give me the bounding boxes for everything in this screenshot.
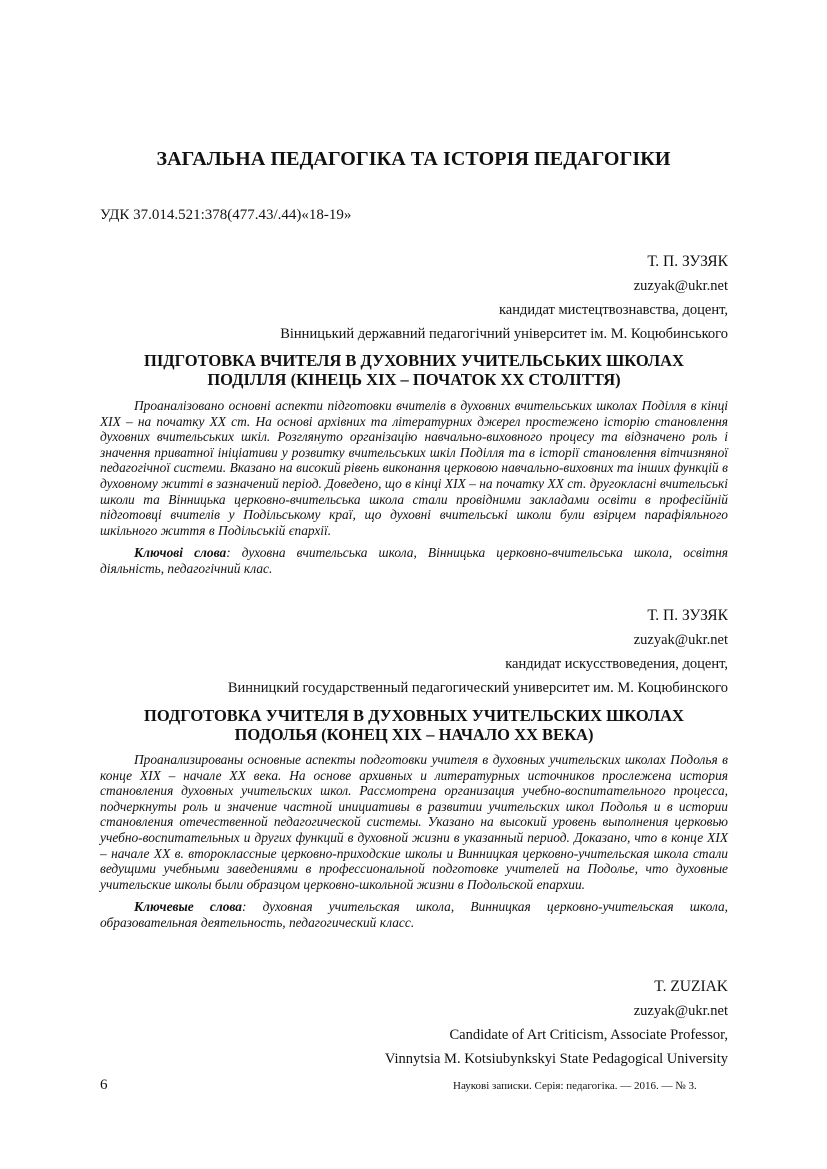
author-email: zuzyak@ukr.net <box>633 278 728 294</box>
keywords-label: Ключевые слова <box>134 899 242 915</box>
section-title: ЗАГАЛЬНА ПЕДАГОГІКА ТА ІСТОРІЯ ПЕДАГОГІКИ <box>156 148 671 170</box>
author-affiliation: Vinnytsia M. Kotsiubynkskyi State Pedagogical University <box>384 1051 728 1067</box>
author-affiliation: Вінницький державний педагогічний університет ім. М. Коцюбинського <box>280 326 728 342</box>
article-title-line: ПОДІЛЛЯ (КІНЕЦЬ XIX – ПОЧАТОК XX СТОЛІТТЯ) <box>207 370 621 389</box>
abstract-text: Проанализированы основные аспекты подготовки учителя в духовных учительских школах Подолья в конце XIX – начале XX века. На основе архивных и литературных источников прослежена история становления духовных учительских школ. Рассмотрена организация учебно-воспитательного процесса, подчеркнуты роль и значение частной инициативы в развитии учительских школ Подолья и в истории становления отечественной педагогической системы. Указано на высокий уровень выполнения церковью учебно-воспитательных и других функций в духовной жизни в указанный период. Доказано, что в конце XIX – начале XX в. второклассные церковно-приходские школы и Винницкая церковно-учительская школа стали ведущими учебными заведениями в профессиональной подготовке учителей на Подолье, что духовные учительские школы были образцом церковно-школьной жизни в Подольской епархии. <box>100 752 728 892</box>
abstract-text: Проаналізовано основні аспекти підготовки вчителів в духовних вчительських школах Поділля в кінці XIX – на початку XX ст. На основі архівних та літературних джерел простежено історію становлення духовних вчительських шкіл. Розглянуто організацію навчально-виховного процесу та відзначено роль і значення приватної ініціативи у розвитку вчительських шкіл Поділля та в історії становлення вітчизняної педагогічної системи. Вказано на високий рівень виконання церковою навчально-виховних та інших функцій в духовному житті в зазначений період. Доведено, що в кінці XIX – на початку XX ст. другокласні вчительські школи та Вінницька церковно-вчительська школа стали провідними закладами освіти в професійній підготовці вчителів у Подільському краї, що духовні вчительські школи були взірцем парафіяльного шкільного життя в Подільській єпархії. <box>100 398 728 538</box>
keywords-text: : духовна вчительська школа, Вінницька церковно-вчительська школа, освітня діяльність, педагогічний клас. <box>100 545 728 576</box>
author-email: zuzyak@ukr.net <box>633 632 728 648</box>
author-degree: Candidate of Art Criticism, Associate Professor, <box>449 1027 728 1043</box>
keywords-text: : духовная учительская школа, Винницкая церковно-учительская школа, образовательная деятельность, педагогический класс. <box>100 899 729 930</box>
article-title-line: ПІДГОТОВКА ВЧИТЕЛЯ В ДУХОВНИХ УЧИТЕЛЬСЬКИХ ШКОЛАХ <box>144 351 684 370</box>
author-degree: кандидат мистецтвознавства, доцент, <box>498 302 728 318</box>
author-degree: кандидат искусствоведения, доцент, <box>505 656 728 672</box>
author-name: T. ZUZIAK <box>654 978 728 995</box>
journal-footer: Наукові записки. Серія: педагогіка. — 2016. — № 3. <box>453 1080 697 1092</box>
author-name: Т. П. ЗУЗЯК <box>647 253 728 270</box>
author-email: zuzyak@ukr.net <box>633 1003 728 1019</box>
page-number: 6 <box>100 1077 108 1093</box>
author-block-uk <box>100 250 728 346</box>
keywords-paragraph <box>100 545 728 576</box>
abstract-block-uk <box>100 398 728 577</box>
article-title-line: ПОДГОТОВКА УЧИТЕЛЯ В ДУХОВНЫХ УЧИТЕЛЬСКИХ ШКОЛАХ <box>144 706 684 725</box>
author-name: Т. П. ЗУЗЯК <box>647 607 728 624</box>
author-affiliation: Винницкий государственный педагогический университет им. М. Коцюбинского <box>227 680 728 696</box>
author-block-en <box>100 975 728 1071</box>
article-title-ru <box>100 706 728 744</box>
article-title-uk <box>100 351 728 389</box>
udc-code: УДК 37.014.521:378(477.43/.44)«18-19» <box>100 207 352 223</box>
keywords-paragraph <box>100 899 728 930</box>
author-block-ru <box>100 604 728 700</box>
abstract-block-ru <box>100 752 728 931</box>
keywords-label: Ключові слова <box>134 545 227 561</box>
article-title-line: ПОДОЛЬЯ (КОНЕЦ XIX – НАЧАЛО XX ВЕКА) <box>234 725 594 744</box>
